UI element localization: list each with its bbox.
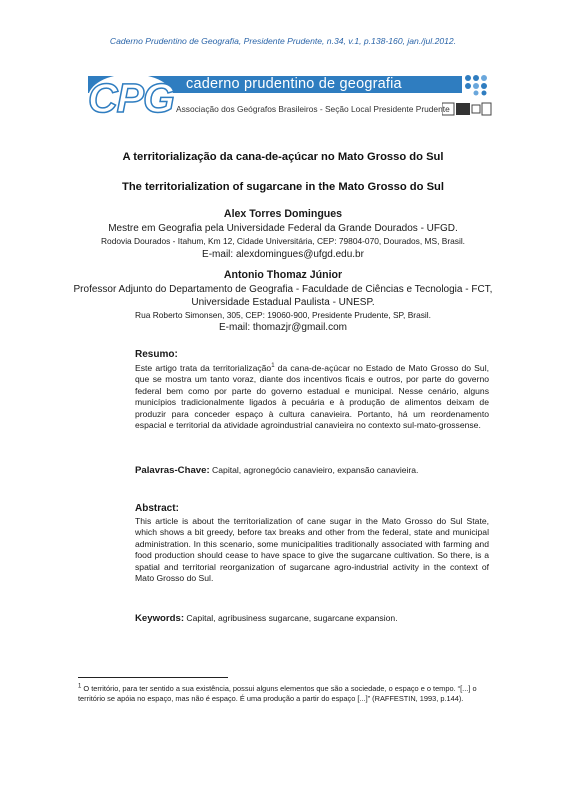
author-affiliation: Mestre em Geografia pela Universidade Federal da Grande Dourados - UFGD. [108,223,458,234]
keywords-value: Capital, agribusiness sugarcane, sugarcane expansion. [184,613,398,623]
banner-subtitle: Associação dos Geógrafos Brasileiros - Seção Local Presidente Prudente [176,104,450,114]
journal-citation: Caderno Prudentino de Geografia, Presidente Prudente, n.34, v.1, p.138-160, jan./jul.2012. [109,36,457,46]
author-address: Rodovia Dourados - Itahum, Km 12, Cidade Universitária, CEP: 79804-070, Dourados, MS, Brasil. [100,236,466,246]
keywords-label: Keywords: [135,613,185,624]
title-portuguese: A territorialização da cana-de-açúcar no Mato Grosso do Sul [122,151,444,163]
resumo-text-rest: da cana-de-açúcar no Estado de Mato Grosso do Sul, que se mostra um tanto voraz, diante dos incentivos ficais e outros, por parte do governo federal bem como por parte do governo estadual e municipal. Nesse cenário, alguns municípios tradicionalmente ligados à pecuária e à produção de alimentos deixam de produzir para conceder espaço à cultura canavieira. Portanto, há um reordenamento espacial e territorial da atividade agroindustrial canavieira no contexto sul-mato-grossense. [135,363,489,431]
cpg-logo: CPG [88,75,174,121]
author-address: Rua Roberto Simonsen, 305, CEP: 19060-900, Presidente Prudente, SP, Brasil. [135,310,431,320]
agb-logo-icon [442,102,492,116]
journal-banner [88,74,493,122]
footnote-divider [78,677,228,678]
resumo-text-start: Este artigo trata da territorialização [135,363,272,373]
palavras-chave-value: Capital, agronegócio canavieiro, expansão canavieira. [209,465,419,475]
author-name: Antonio Thomaz Júnior [223,269,343,281]
palavras-chave-label: Palavras-Chave: [135,465,210,476]
resumo-heading: Resumo: [135,349,178,360]
title-english: The territorialization of sugarcane in the Mato Grosso do Sul [122,181,444,193]
banner-title: caderno prudentino de geografia [186,76,402,92]
footnote [78,684,490,704]
keywords [135,613,489,624]
resumo-text [135,363,489,431]
footnote-text: O território, para ter sentido a sua existência, possui alguns elementos que são a sociedade, o espaço e o tempo. “[...] o território se apóia no espaço, mas não é espaço. É uma produção a partir do espaço [...]” (RAFFESTIN, 1993, p.144). [78,684,477,703]
author-name: Alex Torres Domingues [223,208,343,220]
author-email: E-mail: thomazjr@gmail.com [219,322,347,333]
abstract-text: This article is about the territorialization of cane sugar in the Mato Grosso do Sul State, which shows a bit greedy, before tax breaks and other from the federal, state and municipal administration. In this scenario, some municipalities traditionally associated with farming and food production should cease to have space to give the sugarcane cultivation. So there, is a spatial and territorial reorganization of sugarcane agro-industrial activity in the context of Mato Grosso do Sul. [135,516,489,584]
author-affiliation: Professor Adjunto do Departamento de Geografia - Faculdade de Ciências e Tecnologia - FCT, Universidade Estadual Paulista - UNESP. [73,284,493,308]
footnote-number: 1 [78,683,82,690]
abstract-heading: Abstract: [135,503,179,514]
author-email: E-mail: alexdomingues@ufgd.edu.br [202,249,364,260]
palavras-chave [135,465,489,476]
footnote-marker[interactable]: 1 [271,363,275,370]
dots-icon [464,74,492,96]
